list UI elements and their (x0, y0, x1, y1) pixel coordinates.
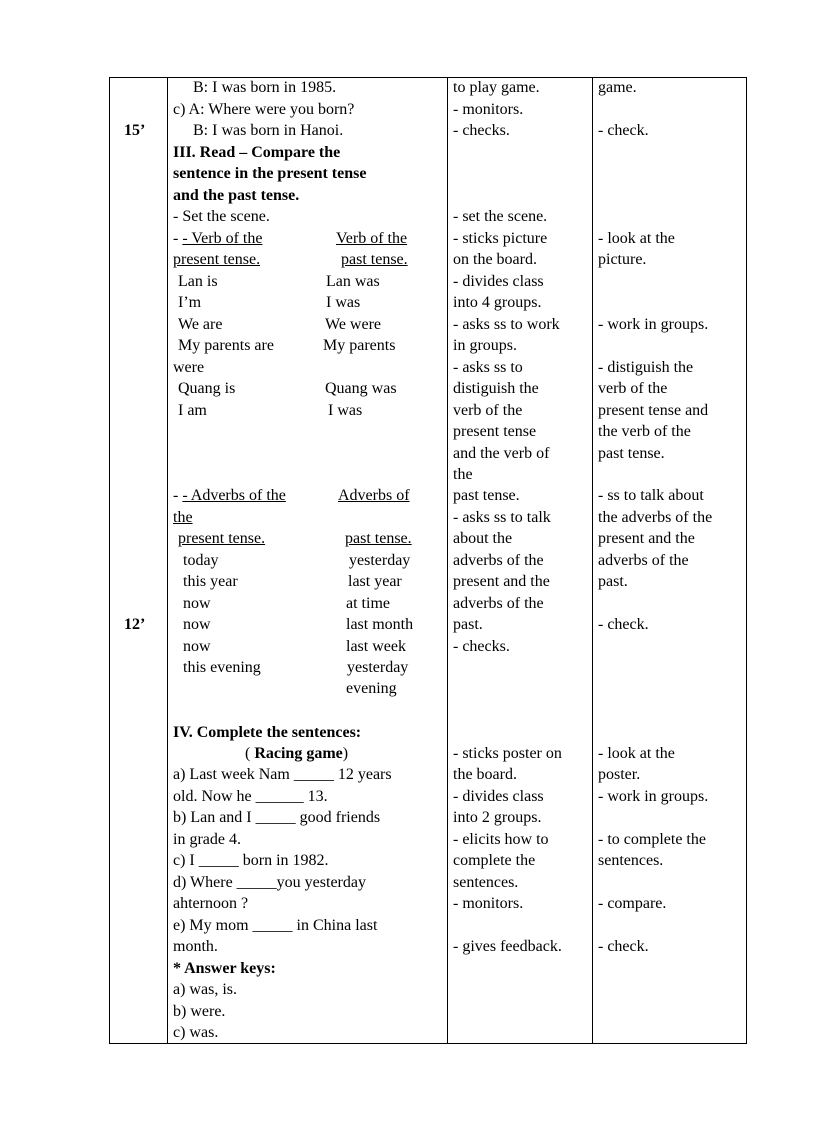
teacher-line: to play game. (453, 79, 540, 96)
adverb-header-text: - Adverbs of the (182, 487, 286, 504)
student-line: present tense and (598, 402, 709, 419)
teacher-line: - set the scene. (453, 208, 548, 225)
teacher-line: present tense (453, 423, 537, 440)
teacher-line: - checks. (453, 638, 510, 655)
adverb-present: now (183, 638, 211, 655)
verb-past: Lan was (326, 273, 380, 290)
content-line: - Set the scene. (173, 208, 270, 225)
racing-game-label (245, 743, 348, 765)
student-line: - to complete the (598, 831, 706, 848)
teacher-line: on the board. (453, 251, 537, 268)
verb-header-right: Verb of the (336, 230, 408, 247)
adverb-past: last week (346, 638, 406, 655)
teacher-line: - elicits how to (453, 831, 549, 848)
teacher-line: - asks ss to work (453, 316, 560, 333)
content-line: c) A: Where were you born? (173, 101, 355, 118)
verb-header-left: - - Verb of the (173, 230, 263, 247)
adverb-present: today (183, 552, 219, 569)
teacher-line: - asks ss to talk (453, 509, 551, 526)
verb-past: We were (325, 316, 382, 333)
teacher-line: about the (453, 530, 513, 547)
student-line: - look at the (598, 230, 675, 247)
student-line: picture. (598, 251, 647, 268)
adverb-past: last month (346, 616, 414, 633)
section-heading: IV. Complete the sentences: (173, 724, 362, 741)
student-line: adverbs of the (598, 552, 689, 569)
verb-present: My parents are (178, 337, 274, 354)
racing-game-open: ( (245, 745, 255, 762)
student-line: - look at the (598, 745, 675, 762)
verb-past: I was (326, 294, 361, 311)
verb-past: I was (328, 402, 363, 419)
adverb-past: yesterday (349, 552, 411, 569)
exercise-line: d) Where _____you yesterday (173, 874, 366, 891)
teacher-line: - checks. (453, 122, 510, 139)
adverb-present: this evening (183, 659, 261, 676)
student-line: past. (598, 573, 628, 590)
student-line: - check. (598, 938, 649, 955)
student-line: game. (598, 79, 637, 96)
adverb-header-right: past tense. (345, 530, 412, 547)
teacher-line: - gives feedback. (453, 938, 562, 955)
section-heading: and the past tense. (173, 187, 300, 204)
answer-line: c) was. (173, 1024, 219, 1041)
verb-past: were (173, 359, 205, 376)
teacher-line: sentences. (453, 874, 519, 891)
teacher-line: verb of the (453, 402, 523, 419)
teacher-line: and the verb of (453, 445, 550, 462)
column-divider (167, 77, 168, 1043)
answer-line: b) were. (173, 1003, 226, 1020)
verb-header-left: present tense. (173, 251, 261, 268)
adverb-past: evening (346, 680, 397, 697)
teacher-line: - sticks poster on (453, 745, 562, 762)
student-line: the verb of the (598, 423, 691, 440)
student-line: - compare. (598, 895, 667, 912)
teacher-line: complete the (453, 852, 536, 869)
exercise-line: in grade 4. (173, 831, 241, 848)
verb-present: I am (178, 402, 207, 419)
teacher-line: past. (453, 616, 483, 633)
verb-header-text: - Verb of the (182, 230, 263, 247)
teacher-line: - divides class (453, 273, 544, 290)
racing-game-close: ) (342, 745, 349, 762)
student-line: poster. (598, 766, 641, 783)
teacher-line: distiguish the (453, 380, 539, 397)
teacher-line: the board. (453, 766, 517, 783)
racing-game-title: Racing game (254, 745, 343, 762)
column-divider (592, 77, 593, 1043)
teacher-line: past tense. (453, 487, 520, 504)
student-line: sentences. (598, 852, 664, 869)
verb-header-right: past tense. (341, 251, 408, 268)
teacher-line: - asks ss to (453, 359, 523, 376)
adverb-header-right: Adverbs of (338, 487, 410, 504)
column-divider (447, 77, 448, 1043)
teacher-line: - divides class (453, 788, 544, 805)
adverb-past: at time (346, 595, 390, 612)
section-heading: III. Read – Compare the (173, 144, 341, 161)
adverb-header-left: the (173, 509, 193, 526)
student-line: - work in groups. (598, 316, 709, 333)
verb-present: We are (178, 316, 223, 333)
verb-present: Lan is (178, 273, 218, 290)
teacher-line: in groups. (453, 337, 517, 354)
student-line: - ss to talk about (598, 487, 704, 504)
teacher-line: - monitors. (453, 101, 524, 118)
student-line: the adverbs of the (598, 509, 713, 526)
adverb-past: yesterday (347, 659, 409, 676)
section-heading: sentence in the present tense (173, 165, 367, 182)
answer-keys-heading: * Answer keys: (173, 960, 276, 977)
answer-line: a) was, is. (173, 981, 237, 998)
exercise-line: a) Last week Nam _____ 12 years (173, 766, 392, 783)
student-line: - distiguish the (598, 359, 694, 376)
verb-past: My parents (323, 337, 396, 354)
student-line: present and the (598, 530, 695, 547)
content-line: B: I was born in 1985. (193, 79, 337, 96)
verb-present: I’m (178, 294, 202, 311)
exercise-line: c) I _____ born in 1982. (173, 852, 329, 869)
student-line: - check. (598, 616, 649, 633)
adverb-present: now (183, 616, 211, 633)
verb-present: Quang is (178, 380, 236, 397)
adverb-header-left: - - Adverbs of the (173, 487, 286, 504)
exercise-line: old. Now he ______ 13. (173, 788, 328, 805)
adverb-present: now (183, 595, 211, 612)
content-line: B: I was born in Hanoi. (193, 122, 344, 139)
time-15: 15’ (124, 122, 146, 139)
student-line: verb of the (598, 380, 668, 397)
adverb-present: this year (183, 573, 238, 590)
teacher-line: into 2 groups. (453, 809, 542, 826)
teacher-line: the (453, 466, 473, 483)
teacher-line: present and the (453, 573, 550, 590)
exercise-line: b) Lan and I _____ good friends (173, 809, 381, 826)
student-line: - work in groups. (598, 788, 709, 805)
teacher-line: - sticks picture (453, 230, 548, 247)
exercise-line: ahternoon ? (173, 895, 249, 912)
teacher-line: - monitors. (453, 895, 524, 912)
teacher-line: adverbs of the (453, 552, 544, 569)
teacher-line: into 4 groups. (453, 294, 542, 311)
adverb-header-left: present tense. (178, 530, 266, 547)
student-line: - check. (598, 122, 649, 139)
verb-past: Quang was (325, 380, 397, 397)
student-line: past tense. (598, 445, 665, 462)
exercise-line: e) My mom _____ in China last (173, 917, 378, 934)
time-12: 12’ (124, 616, 146, 633)
teacher-line: adverbs of the (453, 595, 544, 612)
adverb-past: last year (348, 573, 402, 590)
exercise-line: month. (173, 938, 218, 955)
